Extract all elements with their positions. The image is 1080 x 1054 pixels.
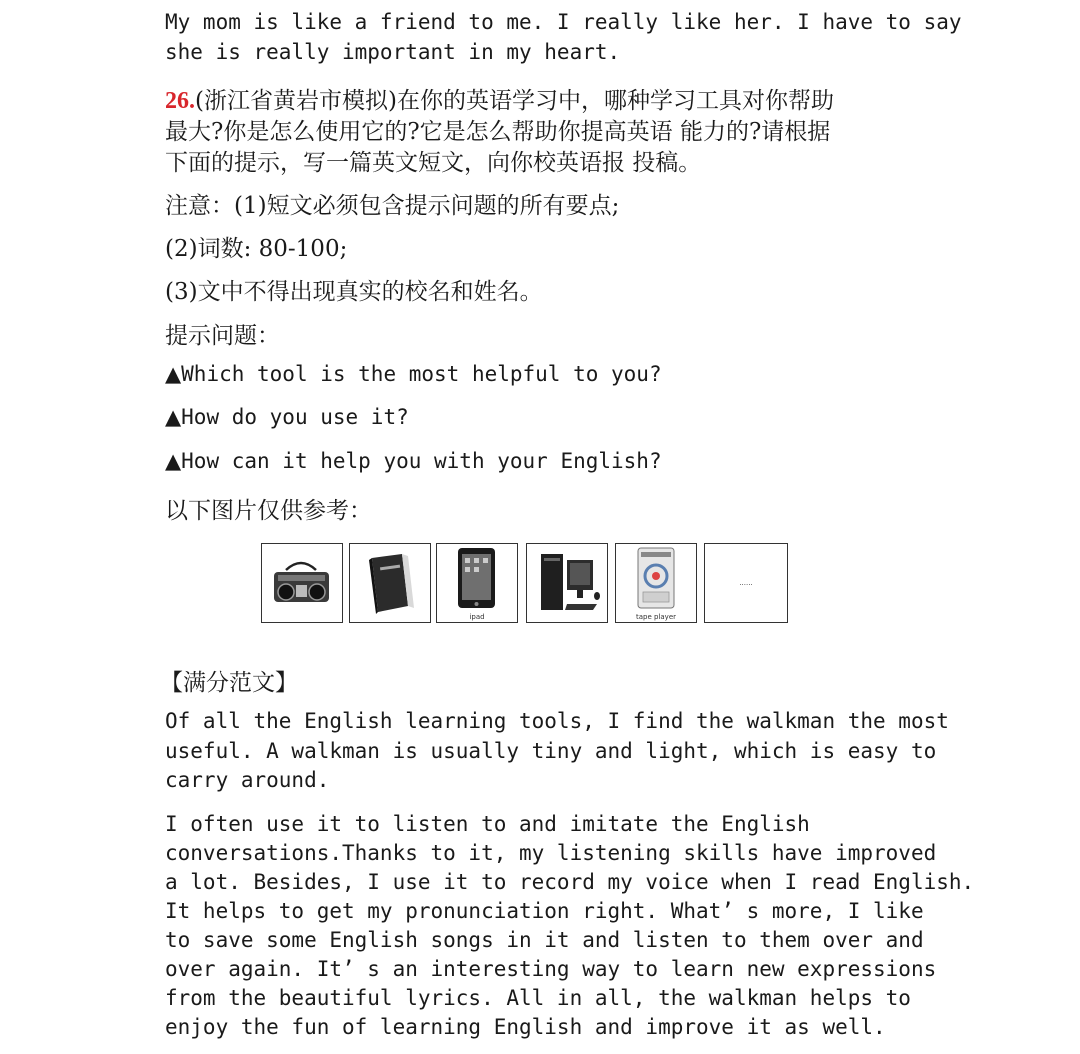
essay-line: conversations.Thanks to it, my listening skills have improved <box>165 841 937 865</box>
prev-text-line: My mom is like a friend to me. I really like her. I have to say <box>165 10 962 34</box>
prompt-item <box>165 449 662 473</box>
triangle-bullet-icon: ▲ <box>165 405 182 429</box>
essay-line: Of all the English learning tools, I find the walkman the most <box>165 709 949 733</box>
prev-text-line: she is really important in my heart. <box>165 40 621 64</box>
picture-caption: tape player <box>635 613 676 621</box>
tape-player-icon <box>616 544 695 614</box>
prompt-item <box>165 405 409 429</box>
sample-heading: 【满分范文】 <box>160 670 298 696</box>
note-line: 注意：(1)短文必须包含提示问题的所有要点; <box>165 193 620 219</box>
desktop-computer-icon <box>527 544 606 621</box>
essay-line: It helps to get my pronunciation right. What’ s more, I like <box>165 899 924 923</box>
tape-player-picture <box>615 543 697 623</box>
question-number: 26. <box>165 88 195 114</box>
essay-line: to save some English songs in it and listen to them over and <box>165 928 924 952</box>
essay-line: a lot. Besides, I use it to record my voice when I read English. <box>165 870 975 894</box>
pictures-heading: 以下图片仅供参考： <box>165 498 372 524</box>
note-line: (3)文中不得出现真实的校名和姓名。 <box>165 279 543 305</box>
ipad-picture <box>436 543 518 623</box>
prompt-item <box>165 362 662 386</box>
radio-cassette-icon <box>262 544 341 621</box>
note-line: (2)词数: 80-100; <box>165 236 348 262</box>
prompt-text: How do you use it? <box>181 405 409 429</box>
dictionary-picture <box>349 543 431 623</box>
essay-line: I often use it to listen to and imitate the English <box>165 812 810 836</box>
picture-caption: ...... <box>739 579 753 587</box>
essay-line: from the beautiful lyrics. All in all, the walkman helps to <box>165 986 911 1010</box>
question-text: (浙江省黄岩市模拟)在你的英语学习中，哪种学习工具对你帮助 <box>195 88 834 114</box>
blank-picture <box>704 543 788 623</box>
ipad-icon <box>437 544 516 614</box>
dictionary-book-icon <box>350 544 429 621</box>
question-line: 最大?你是怎么使用它的?它是怎么帮助你提高英语 能力的?请根据 <box>165 119 831 145</box>
question-line <box>165 82 834 115</box>
essay-line: carry around. <box>165 768 330 792</box>
picture-caption: ipad <box>469 613 485 621</box>
prompt-text: Which tool is the most helpful to you? <box>181 362 662 386</box>
radio-cassette-picture <box>261 543 343 623</box>
essay-line: enjoy the fun of learning English and improve it as well. <box>165 1015 886 1039</box>
computer-picture <box>526 543 608 623</box>
triangle-bullet-icon: ▲ <box>165 449 182 473</box>
prompt-heading: 提示问题： <box>165 323 280 349</box>
triangle-bullet-icon: ▲ <box>165 362 182 386</box>
essay-line: over again. It’ s an interesting way to learn new expressions <box>165 957 937 981</box>
reference-pictures <box>261 543 789 627</box>
question-line: 下面的提示，写一篇英文短文，向你校英语报 投稿。 <box>165 150 702 176</box>
prompt-text: How can it help you with your English? <box>181 449 662 473</box>
essay-line: useful. A walkman is usually tiny and light, which is easy to <box>165 739 937 763</box>
